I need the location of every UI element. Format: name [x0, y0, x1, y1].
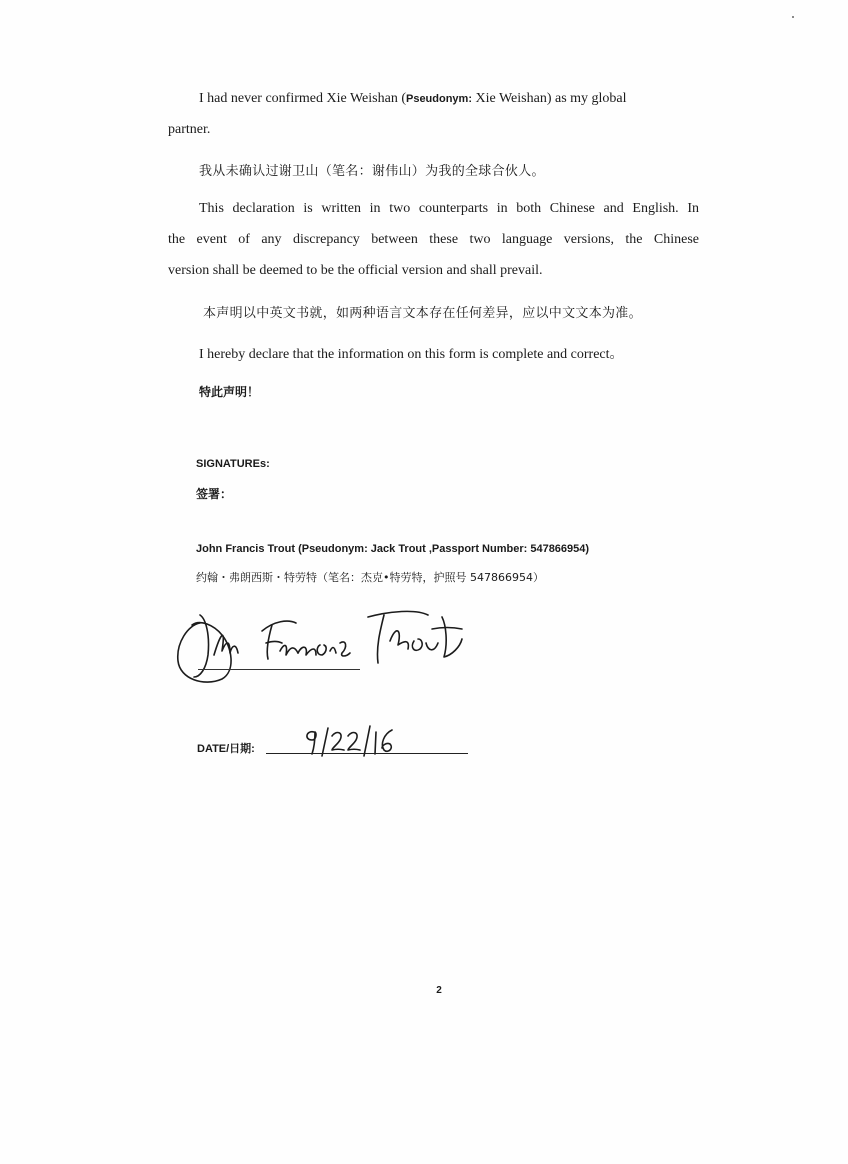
- scan-speck: [792, 16, 794, 18]
- signer-name-cn: 约翰・弗朗西斯・特劳特（笔名：杰克•特劳特，护照号 547866954）: [196, 571, 544, 584]
- signatures-label-cn: 签署：: [196, 487, 233, 501]
- p1-text-post: Xie Weishan) as my global: [472, 91, 627, 106]
- paragraph-declaration: I hereby declare that the information on this form is complete and correct。: [199, 347, 624, 362]
- p1-pseudonym-label: Pseudonym:: [405, 93, 472, 105]
- paragraph-counterparts-cn: 本声明以中英文书就，如两种语言文本存在任何差异，应以中文文本为准。: [203, 306, 642, 321]
- p1-text-pre: I had never confirmed Xie Weishan (: [199, 91, 406, 106]
- signatures-label: SIGNATUREs:: [196, 458, 270, 470]
- paragraph-counterparts-line3: version shall be deemed to be the official version and shall prevail.: [168, 263, 543, 278]
- paragraph-global-partner-line2: partner.: [168, 122, 211, 137]
- paragraph-counterparts-line1: This declaration is written in two counterparts in both Chinese and English. In: [199, 201, 699, 216]
- handwritten-signature: [170, 595, 480, 690]
- signer-name: John Francis Trout (Pseudonym: Jack Trout ,Passport Number: 547866954): [196, 543, 590, 555]
- paragraph-global-partner-line1: [199, 91, 627, 107]
- paragraph-declaration-cn: 特此声明！: [199, 385, 260, 399]
- date-line: [266, 753, 468, 754]
- date-label: DATE/日期:: [197, 743, 255, 755]
- page-number: 2: [436, 985, 442, 996]
- paragraph-counterparts-line2: the event of any discrepancy between these two language versions, the Chinese: [168, 232, 699, 247]
- paragraph-global-partner-cn: 我从未确认过谢卫山（笔名：谢伟山）为我的全球合伙人。: [199, 164, 545, 179]
- handwritten-date: [302, 724, 402, 760]
- signature-line: [198, 669, 360, 670]
